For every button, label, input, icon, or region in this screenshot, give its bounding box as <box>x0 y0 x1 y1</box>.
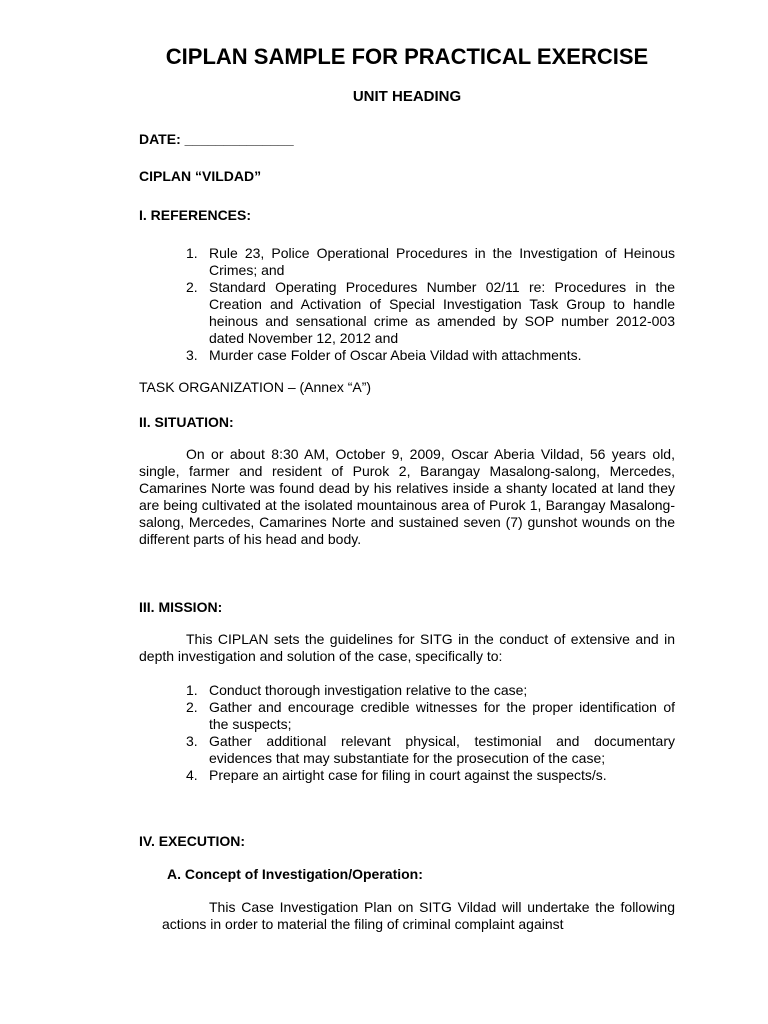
document-title: CIPLAN SAMPLE FOR PRACTICAL EXERCISE <box>165 44 649 69</box>
list-item <box>139 245 675 279</box>
list-item <box>139 347 675 364</box>
list-item-number: 1. <box>186 682 198 698</box>
list-item-number: 4. <box>186 767 198 783</box>
unit-heading: UNIT HEADING <box>352 88 462 105</box>
execution-heading: IV. EXECUTION: <box>139 833 246 849</box>
list-item-text: Standard Operating Procedures Number 02/11 re: Procedures in the Creation and Activation of Special Investigation Task Group to handle heinous and sensational crime as amended by SOP number 2012-003 dated November 12, 2012 and <box>209 279 675 346</box>
list-item-text: Conduct thorough investigation relative to the case; <box>209 682 528 698</box>
list-item-text: Gather and encourage credible witnesses for the proper identification of the suspects; <box>209 699 675 732</box>
references-heading: I. REFERENCES: <box>139 207 252 223</box>
list-item <box>139 699 675 733</box>
situation-heading: II. SITUATION: <box>139 414 234 430</box>
situation-paragraph: On or about 8:30 AM, October 9, 2009, Oscar Aberia Vildad, 56 years old, single, farmer and resident of Purok 2, Barangay Masalong-salong, Mercedes, Camarines Norte was found dead by his relatives inside a shanty located at land they are being cultivated at the isolated mountainous area of Purok 1, Barangay Masalong-salong, Mercedes, Camarines Norte and sustained seven (7) gunshot wounds on the different parts of his head and body. <box>139 446 675 547</box>
references-list <box>139 245 675 364</box>
mission-heading: III. MISSION: <box>139 599 223 615</box>
execution-paragraph: This Case Investigation Plan on SITG Vildad will undertake the following actions in order to material the filing of criminal complaint against <box>162 899 675 932</box>
list-item-text: Prepare an airtight case for filing in court against the suspects/s. <box>209 767 607 783</box>
list-item <box>139 767 675 784</box>
list-item-text: Gather additional relevant physical, testimonial and documentary evidences that may substantiate for the prosecution of the case; <box>209 733 675 766</box>
list-item-number: 3. <box>186 733 198 749</box>
mission-list <box>139 682 675 784</box>
date-line: DATE: ______________ <box>139 131 294 147</box>
list-item <box>139 682 675 699</box>
list-item <box>139 733 675 767</box>
ciplan-name: CIPLAN “VILDAD” <box>139 168 262 184</box>
mission-paragraph: This CIPLAN sets the guidelines for SITG in the conduct of extensive and in depth investigation and solution of the case, specifically to: <box>139 631 675 664</box>
list-item-number: 3. <box>186 347 198 363</box>
list-item-number: 2. <box>186 699 198 715</box>
list-item-text: Rule 23, Police Operational Procedures in the Investigation of Heinous Crimes; and <box>209 245 675 278</box>
execution-subheading: A. Concept of Investigation/Operation: <box>167 866 423 882</box>
list-item <box>139 279 675 347</box>
list-item-number: 1. <box>186 245 198 261</box>
list-item-text: Murder case Folder of Oscar Abeia Vildad with attachments. <box>209 347 582 363</box>
task-organization: TASK ORGANIZATION – (Annex “A”) <box>139 379 372 395</box>
list-item-number: 2. <box>186 279 198 295</box>
